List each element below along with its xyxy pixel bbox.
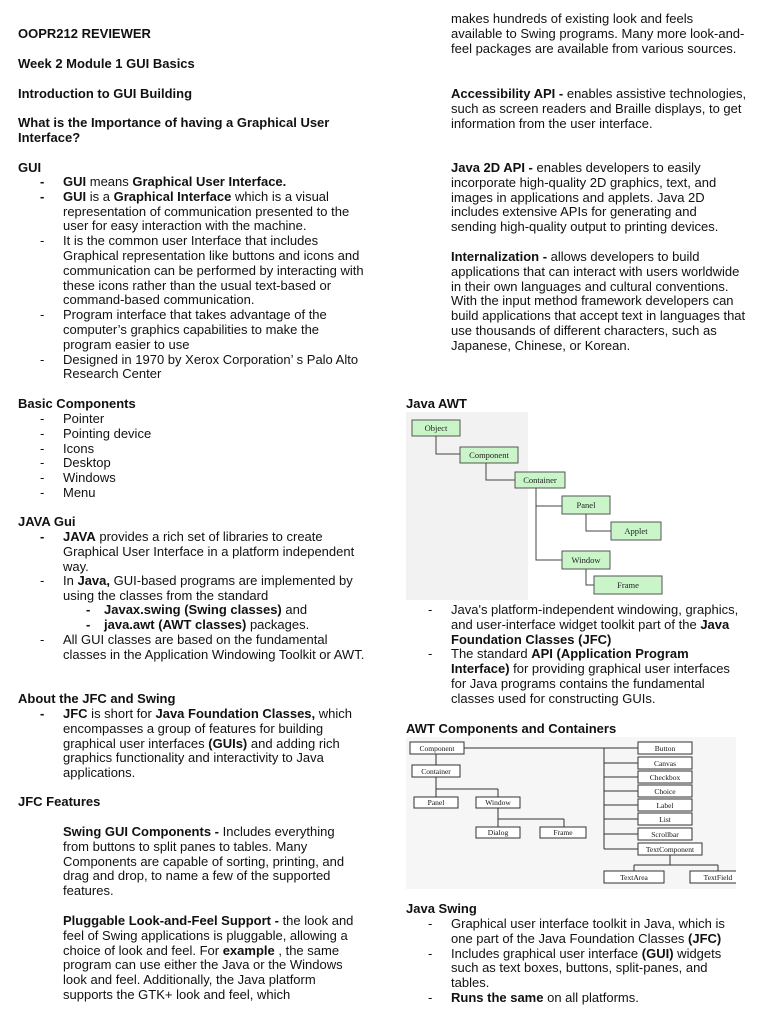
list-item: - Designed in 1970 by Xerox Corporation’ s Palo Alto Research Center xyxy=(40,351,359,382)
component-box-label: Component xyxy=(419,744,455,753)
window-node-label: Window xyxy=(571,555,601,565)
pluggable-look-and-feel-paragraph: Pluggable Look-and-Feel Support - the look and feel of Swing applications is pluggable, allowing a choice of look and feel. For example , the same program can use either the Java or the Windows look and feel. Additionally, the Java platform supports the GTK+ look and feel, which xyxy=(63,913,354,1002)
button-box-label: Button xyxy=(654,744,676,753)
dialog-box-label: Dialog xyxy=(487,828,509,837)
list-item: - Pointing device xyxy=(40,425,152,441)
list-item: - Menu xyxy=(40,484,96,500)
list-item: - JFC is short for Java Foundation Classes, which encompasses a group of features for building graphical user interfaces (GUIs) and adding rich graphics functionality and interactivity to Java applications. xyxy=(40,706,353,781)
list-item: - Icons xyxy=(40,440,95,456)
choice-box-label: Choice xyxy=(654,787,676,796)
list-item: - Graphical user interface toolkit in Java, which is one part of the Java Foundation Classes (JFC) xyxy=(428,916,725,946)
component-node-label: Component xyxy=(469,450,509,460)
scrollbar-box-label: Scrollbar xyxy=(651,830,679,839)
panel-node-label: Panel xyxy=(576,500,596,510)
jfc-list xyxy=(18,707,368,781)
java-gui-heading: JAVA Gui xyxy=(18,514,76,529)
jfc-heading: About the JFC and Swing xyxy=(18,691,176,706)
textarea-box-label: TextArea xyxy=(620,873,648,882)
java-gui-list-2 xyxy=(18,633,368,663)
awt-components-diagram xyxy=(406,737,736,889)
textfield-box-label: TextField xyxy=(703,873,733,882)
frame-box-label: Frame xyxy=(553,828,573,837)
list-item: - All GUI classes are based on the fundamental classes in the Application Windowing Toolkit or AWT. xyxy=(40,632,365,662)
object-node-label: Object xyxy=(424,423,448,433)
awt-hierarchy-diagram xyxy=(406,412,666,600)
java-gui-sublist xyxy=(18,603,368,633)
list-item: - Includes graphical user interface (GUI) widgets such as text boxes, buttons, split-panes, and tables. xyxy=(428,945,722,991)
list-item: - Javax.swing (Swing classes) and xyxy=(86,602,308,617)
gui-list xyxy=(18,175,368,382)
basic-components-list xyxy=(18,412,368,501)
gui-heading: GUI xyxy=(18,160,42,175)
canvas-box-label: Canvas xyxy=(653,759,677,768)
java-swing-list xyxy=(406,917,746,1006)
basic-components-heading: Basic Components xyxy=(18,396,136,411)
list-item: - Pointer xyxy=(40,411,105,426)
java-swing-heading: Java Swing xyxy=(406,901,477,916)
container-node-label: Container xyxy=(523,475,557,485)
list-item: - Runs the same on all platforms. xyxy=(428,989,639,1005)
list-item: - GUI is a Graphical Interface which is a visual representation of communication presented to the user for easy interaction with the machine. xyxy=(40,188,350,234)
window-box-label: Window xyxy=(485,798,511,807)
list-item: - It is the common user Interface that includes Graphical representation like buttons and icons and communication can be performed by interacting with these icons rather than the usual text-based or command-based communication. xyxy=(40,233,364,308)
internalization-paragraph: Internalization - allows developers to build applications that can interact with users worldwide in their own languages and cultural conventions. With the input method framework developers can build applications that accept text in languages that use thousands of different characters, such as Japanese, Chinese, or Korean. xyxy=(451,249,746,353)
list-item: - Java's platform-independent windowing, graphics, and user-interface widget toolkit part of the Java Foundation Classes (JFC) xyxy=(428,602,739,647)
applet-node-label: Applet xyxy=(624,526,648,536)
look-and-feel-continuation: makes hundreds of existing look and feels available to Swing programs. Many more look-and-feel packages are available from various sources. xyxy=(451,11,745,56)
checkbox-box-label: Checkbox xyxy=(649,773,681,782)
label-box-label: Label xyxy=(656,801,674,810)
frame-node-label: Frame xyxy=(617,580,639,590)
java-gui-list xyxy=(18,530,368,604)
textcomponent-box-label: TextComponent xyxy=(645,845,695,854)
jfc-features-heading: JFC Features xyxy=(18,794,101,809)
doc-title: OOPR212 REVIEWER xyxy=(18,26,151,41)
week-title: Week 2 Module 1 GUI Basics xyxy=(18,56,195,71)
java-2d-api-paragraph: Java 2D API - enables developers to easily incorporate high-quality 2D graphics, text, and images in applications and applets. Java 2D includes extensive APIs for generating and sending high-quality output to printing devices. xyxy=(451,160,719,235)
awt-components-heading: AWT Components and Containers xyxy=(406,721,617,736)
java-awt-heading: Java AWT xyxy=(406,396,467,411)
list-item: - Windows xyxy=(40,470,116,486)
question-heading: What is the Importance of having a Graphical User Interface? xyxy=(18,115,330,145)
list-item: - The standard API (Application Program Interface) for providing graphical user interfaces for Java programs contains the fundamental classes used for constructing GUIs. xyxy=(428,646,730,706)
list-item: - JAVA provides a rich set of libraries to create Graphical User Interface in a platform independent way. xyxy=(40,529,355,574)
intro-heading: Introduction to GUI Building xyxy=(18,86,193,101)
java-awt-list xyxy=(406,603,746,707)
panel-box-label: Panel xyxy=(427,798,445,807)
swing-gui-components-paragraph: Swing GUI Components - Includes everything from buttons to split panes to tables. Many Components are capable of sorting, printing, and drag and drop, to name a few of the supported features. xyxy=(63,824,345,899)
accessibility-api-paragraph: Accessibility API - enables assistive technologies, such as screen readers and Braille displays, to get information from the user interface. xyxy=(451,86,747,131)
list-item: - GUI means Graphical User Interface. xyxy=(40,174,287,189)
diagram-shade xyxy=(406,412,528,600)
list-box-label: List xyxy=(659,815,671,824)
container-box-label: Container xyxy=(421,767,451,776)
list-item: - Desktop xyxy=(40,455,111,471)
list-item: - Program interface that takes advantage of the computer’s graphics capabilities to make the program easier to use xyxy=(40,307,327,352)
list-item: - In Java, GUI-based programs are implemented by using the classes from the standard xyxy=(40,573,353,604)
list-item: - java.awt (AWT classes) packages. xyxy=(86,616,310,632)
